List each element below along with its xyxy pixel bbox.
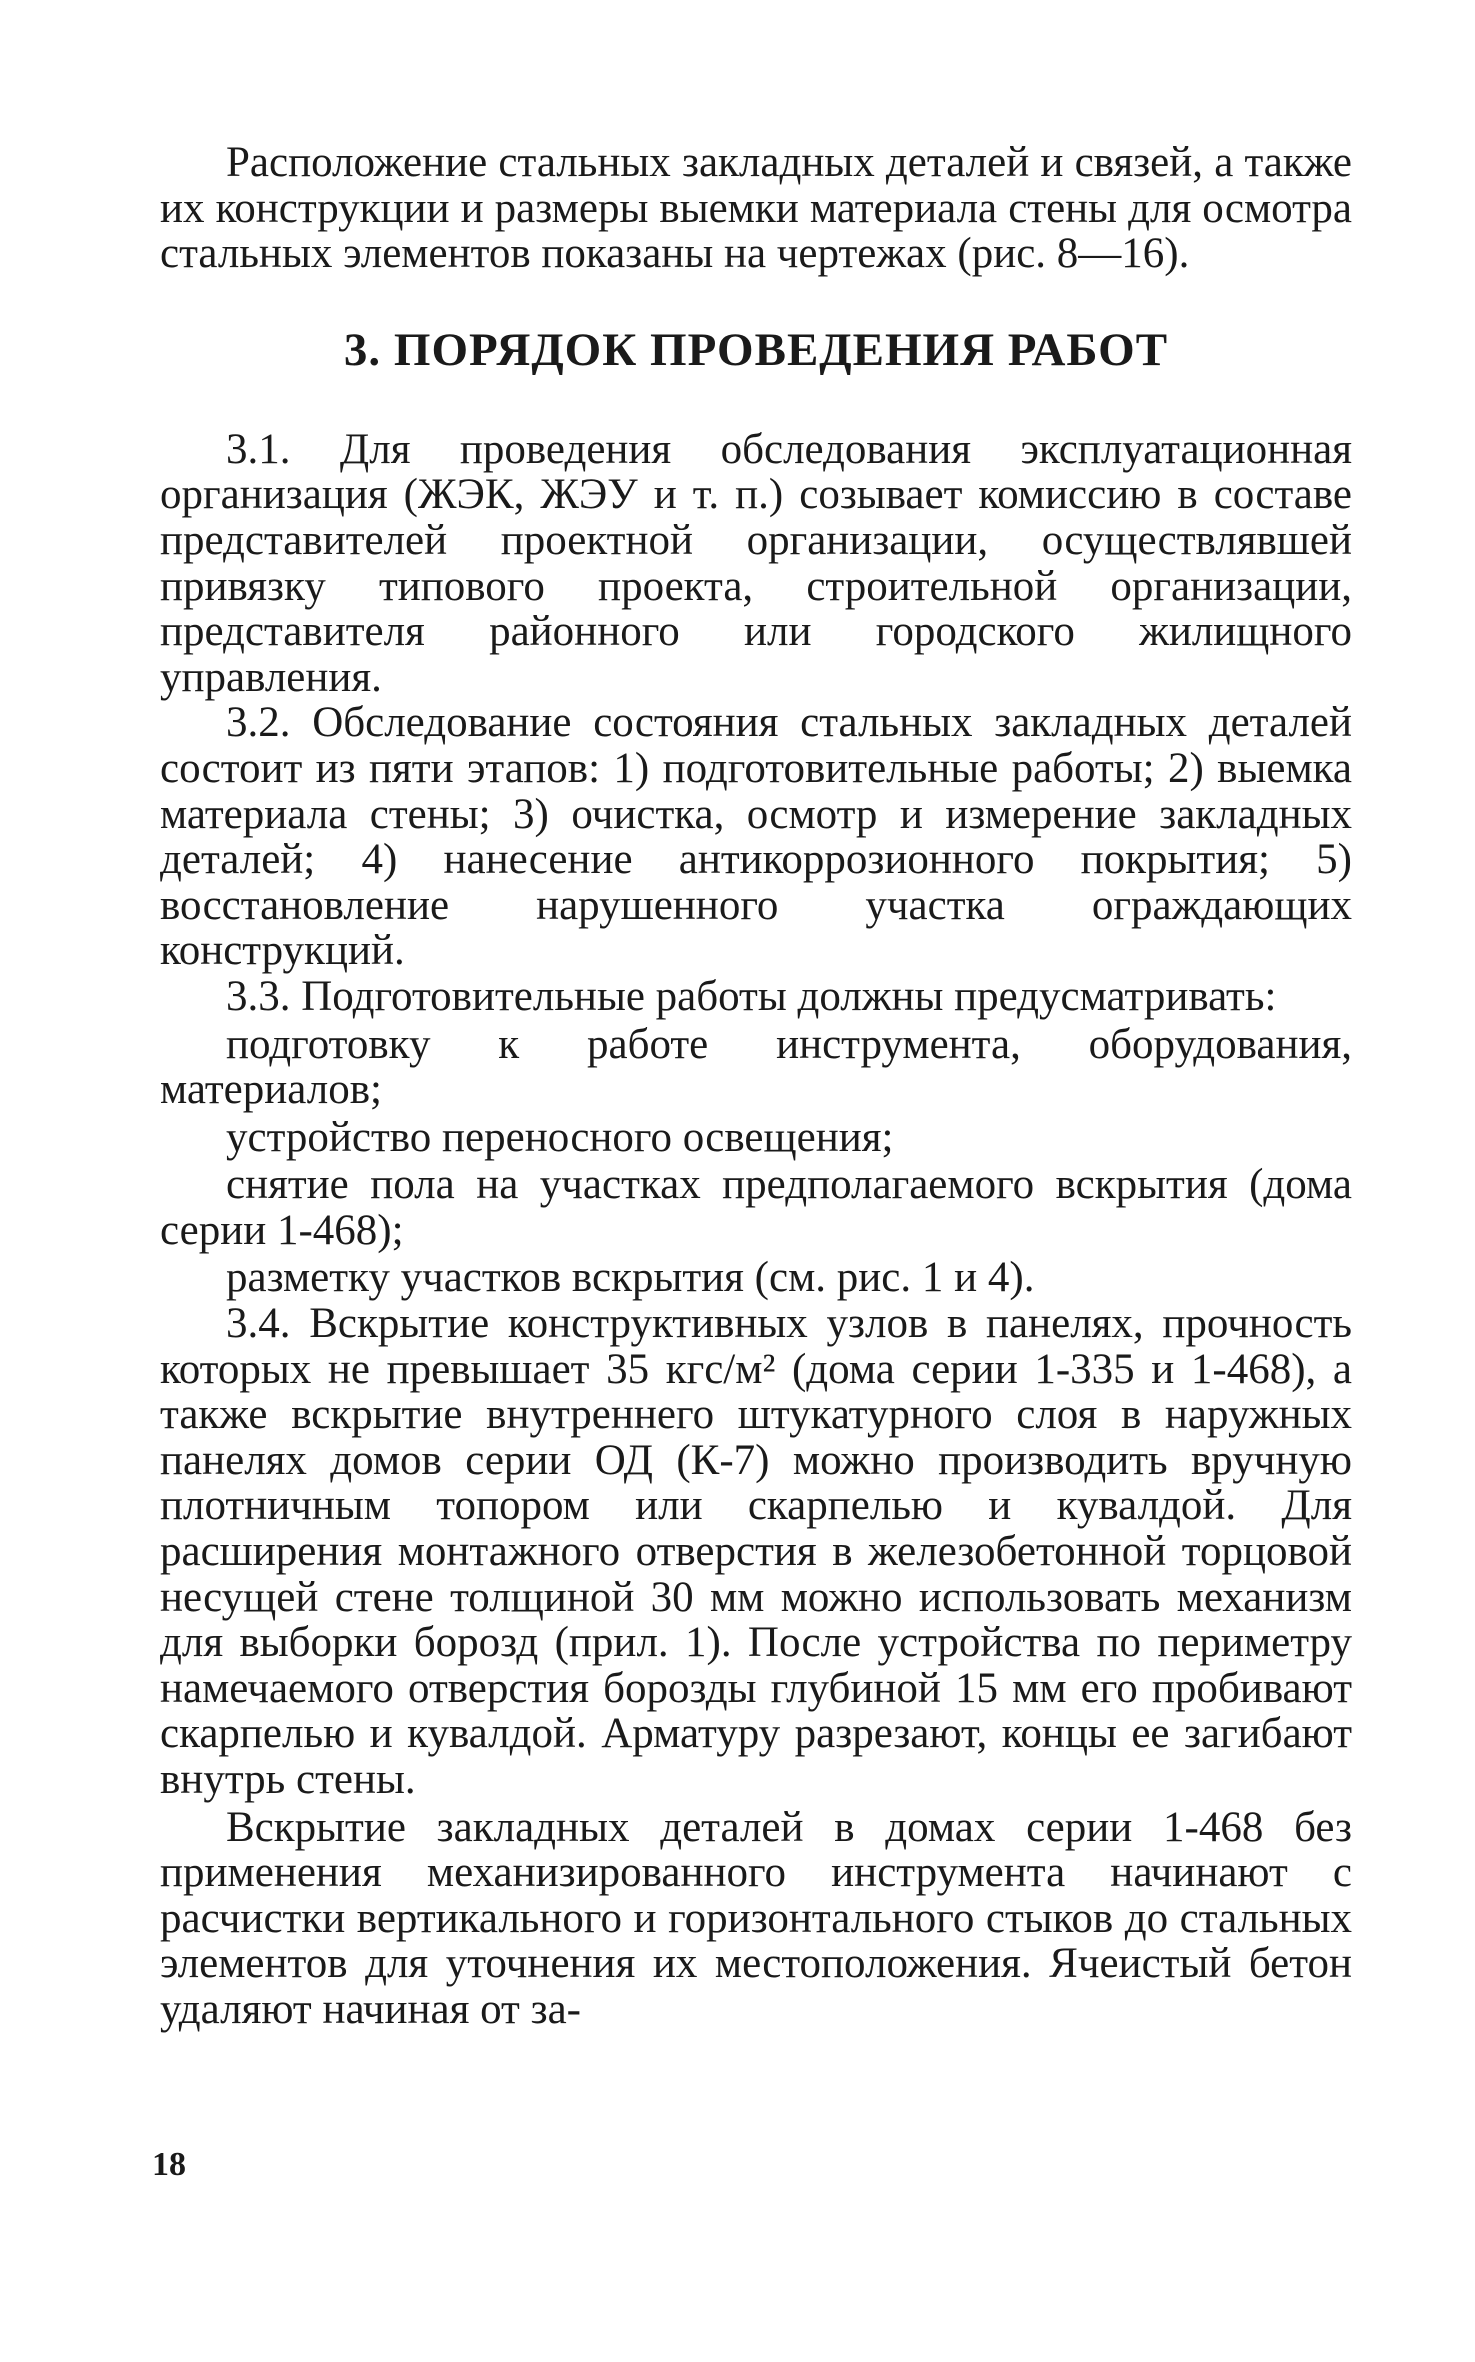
paragraph-opening: Вскрытие закладных деталей в домах серии 1-468 без применения механизированного инструмента начинают с расчистки вертикального и горизонтального стыков до стальных элементов для уточнения их местоположения. Ячеистый бетон удаляют начиная от за- <box>160 1803 1352 2033</box>
intro-paragraph: Расположение стальных закладных деталей и связей, а также их конструкции и размеры выемки материала стены для осмотра стальных элементов показаны на чертежах (рис. 8—16). <box>160 139 1352 278</box>
list-item-floor-removal: снятие пола на участках предполагаемого вскрытия (дома серии 1-468); <box>160 1161 1352 1254</box>
page-number: 18 <box>152 2146 186 2183</box>
section-heading: 3. ПОРЯДОК ПРОВЕДЕНИЯ РАБОТ <box>343 323 1169 376</box>
paragraph-3-3: 3.3. Подготовительные работы должны предусматривать: <box>226 972 1277 1020</box>
paragraph-3-2: 3.2. Обследование состояния стальных закладных деталей состоит из пяти этапов: 1) подготовительные работы; 2) выемка материала стены; 3) очистка, осмотр и измерение закладных деталей; 4) нанесение антикоррозионного покрытия; 5) восстановление нарушенного участка ограждающих конструкций. <box>160 699 1352 975</box>
list-item-marking: разметку участков вскрытия (см. рис. 1 и 4). <box>226 1254 1035 1302</box>
list-item-lighting: устройство переносного освещения; <box>226 1113 894 1161</box>
page-body <box>160 140 1352 2033</box>
paragraph-3-1: 3.1. Для проведения обследования эксплуатационная организация (ЖЭК, ЖЭУ и т. п.) созывает комиссию в составе представителей проектной организации, осуществлявшей привязку типового проекта, строительной организации, представителя районного или городского жилищного управления. <box>160 425 1352 701</box>
list-item-tools: подготовку к работе инструмента, оборудования, материалов; <box>160 1020 1352 1114</box>
paragraph-3-4: 3.4. Вскрытие конструктивных узлов в панелях, прочность которых не превышает 35 кгс/м² (дома серии 1-335 и 1-468), а также вскрытие внутреннего штукатурного слоя в наружных панелях домов серии ОД (К-7) можно производить вручную плотничным топором или скарпелью и кувалдой. Для расширения монтажного отверстия в железобетонной торцовой несущей стене толщиной 30 мм можно использовать механизм для выборки борозд (прил. 1). После устройства по периметру намечаемого отверстия борозды глубиной 15 мм его пробивают скарпелью и кувалдой. Арматуру разрезают, концы ее загибают внутрь стены. <box>160 1300 1352 1803</box>
